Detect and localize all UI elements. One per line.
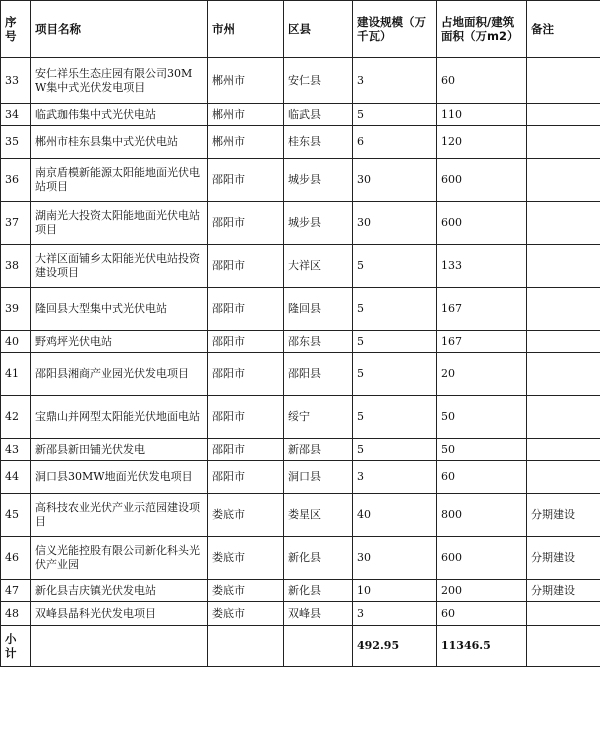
row-note: 分期建设: [527, 580, 600, 602]
row-project-name: 郴州市桂东县集中式光伏电站: [31, 126, 208, 159]
row-project-name: 大祥区面铺乡太阳能光伏电站投资建设项目: [31, 245, 208, 288]
row-city: 郴州市: [208, 58, 284, 104]
row-county: 双峰县: [284, 602, 353, 626]
table-row: [1, 353, 600, 396]
row-area: 50: [437, 396, 527, 439]
row-city: 娄底市: [208, 580, 284, 602]
row-scale: 30: [353, 202, 437, 245]
row-city: 邵阳市: [208, 439, 284, 461]
row-area: 50: [437, 439, 527, 461]
header-scale: 建设规模（万千瓦）: [353, 1, 437, 58]
row-area: 600: [437, 537, 527, 580]
row-city: 邵阳市: [208, 331, 284, 353]
row-area: 167: [437, 331, 527, 353]
header-row: [1, 1, 600, 58]
row-seq: 38: [1, 245, 31, 288]
row-county: 邵东县: [284, 331, 353, 353]
row-county: 邵阳县: [284, 353, 353, 396]
row-city: 郴州市: [208, 126, 284, 159]
subtotal-area: 11346.5: [437, 626, 527, 667]
row-scale: 3: [353, 461, 437, 494]
row-project-name: 隆回县大型集中式光伏电站: [31, 288, 208, 331]
row-city: 邵阳市: [208, 396, 284, 439]
row-scale: 5: [353, 331, 437, 353]
row-seq: 45: [1, 494, 31, 537]
header-city: 市州: [208, 1, 284, 58]
header-seq: 序号: [1, 1, 31, 58]
row-county: 娄星区: [284, 494, 353, 537]
header-note: 备注: [527, 1, 600, 58]
table-row: [1, 104, 600, 126]
subtotal-row: [1, 626, 600, 667]
row-scale: 5: [353, 288, 437, 331]
row-area: 167: [437, 288, 527, 331]
row-scale: 5: [353, 439, 437, 461]
row-note: 分期建设: [527, 494, 600, 537]
row-seq: 46: [1, 537, 31, 580]
table-row: [1, 580, 600, 602]
row-project-name: 安仁祥乐生态庄园有限公司30MW集中式光伏发电项目: [31, 58, 208, 104]
row-city: 邵阳市: [208, 461, 284, 494]
subtotal-label: 小计: [1, 626, 31, 667]
row-area: 60: [437, 58, 527, 104]
header-name: 项目名称: [31, 1, 208, 58]
row-county: 新邵县: [284, 439, 353, 461]
row-county: 临武县: [284, 104, 353, 126]
row-scale: 5: [353, 353, 437, 396]
row-note: [527, 159, 600, 202]
row-county: 桂东县: [284, 126, 353, 159]
row-scale: 3: [353, 58, 437, 104]
row-seq: 40: [1, 331, 31, 353]
row-project-name: 邵阳县湘商产业园光伏发电项目: [31, 353, 208, 396]
row-scale: 30: [353, 537, 437, 580]
table-row: [1, 288, 600, 331]
table-row: [1, 202, 600, 245]
row-city: 娄底市: [208, 602, 284, 626]
table-row: [1, 602, 600, 626]
table-row: [1, 396, 600, 439]
row-seq: 39: [1, 288, 31, 331]
row-scale: 30: [353, 159, 437, 202]
row-area: 600: [437, 159, 527, 202]
row-county: 新化县: [284, 537, 353, 580]
row-area: 200: [437, 580, 527, 602]
row-seq: 41: [1, 353, 31, 396]
table-row: [1, 331, 600, 353]
table-row: [1, 58, 600, 104]
row-area: 60: [437, 602, 527, 626]
row-seq: 48: [1, 602, 31, 626]
row-project-name: 宝鼎山并网型太阳能光伏地面电站: [31, 396, 208, 439]
row-scale: 5: [353, 245, 437, 288]
subtotal-scale: 492.95: [353, 626, 437, 667]
row-city: 邵阳市: [208, 159, 284, 202]
row-city: 娄底市: [208, 494, 284, 537]
row-note: [527, 439, 600, 461]
row-city: 邵阳市: [208, 288, 284, 331]
row-county: 城步县: [284, 202, 353, 245]
row-note: [527, 126, 600, 159]
row-area: 800: [437, 494, 527, 537]
table-row: [1, 245, 600, 288]
table-row: [1, 537, 600, 580]
table-row: [1, 126, 600, 159]
row-scale: 10: [353, 580, 437, 602]
row-note: [527, 396, 600, 439]
row-project-name: 新邵县新田铺光伏发电: [31, 439, 208, 461]
subtotal-name: [31, 626, 208, 667]
row-area: 120: [437, 126, 527, 159]
row-area: 20: [437, 353, 527, 396]
row-city: 邵阳市: [208, 353, 284, 396]
table-row: [1, 494, 600, 537]
row-project-name: 野鸡坪光伏电站: [31, 331, 208, 353]
row-scale: 5: [353, 104, 437, 126]
row-scale: 6: [353, 126, 437, 159]
row-area: 60: [437, 461, 527, 494]
header-county: 区县: [284, 1, 353, 58]
row-city: 郴州市: [208, 104, 284, 126]
row-note: [527, 202, 600, 245]
row-note: [527, 602, 600, 626]
row-county: 安仁县: [284, 58, 353, 104]
row-scale: 5: [353, 396, 437, 439]
header-area: 占地面积/建筑面积（万m2）: [437, 1, 527, 58]
row-note: [527, 331, 600, 353]
row-area: 600: [437, 202, 527, 245]
row-project-name: 高科技农业光伏产业示范园建设项目: [31, 494, 208, 537]
row-seq: 43: [1, 439, 31, 461]
row-county: 新化县: [284, 580, 353, 602]
row-county: 城步县: [284, 159, 353, 202]
row-project-name: 信义光能控股有限公司新化科头光伏产业园: [31, 537, 208, 580]
row-area: 133: [437, 245, 527, 288]
row-area: 110: [437, 104, 527, 126]
row-scale: 40: [353, 494, 437, 537]
row-city: 娄底市: [208, 537, 284, 580]
table-row: [1, 461, 600, 494]
row-project-name: 洞口县30MW地面光伏发电项目: [31, 461, 208, 494]
row-note: 分期建设: [527, 537, 600, 580]
row-note: [527, 245, 600, 288]
row-seq: 42: [1, 396, 31, 439]
row-note: [527, 288, 600, 331]
row-scale: 3: [353, 602, 437, 626]
row-county: 隆回县: [284, 288, 353, 331]
subtotal-note: [527, 626, 600, 667]
row-seq: 47: [1, 580, 31, 602]
row-seq: 37: [1, 202, 31, 245]
row-city: 邵阳市: [208, 202, 284, 245]
row-seq: 44: [1, 461, 31, 494]
row-seq: 35: [1, 126, 31, 159]
subtotal-county: [284, 626, 353, 667]
row-project-name: 湖南光大投资太阳能地面光伏电站项目: [31, 202, 208, 245]
row-seq: 33: [1, 58, 31, 104]
row-project-name: 临武珈伟集中式光伏电站: [31, 104, 208, 126]
subtotal-city: [208, 626, 284, 667]
row-note: [527, 58, 600, 104]
row-project-name: 南京盾模新能源太阳能地面光伏电站项目: [31, 159, 208, 202]
table-row: [1, 439, 600, 461]
row-note: [527, 461, 600, 494]
row-county: 大祥区: [284, 245, 353, 288]
row-seq: 34: [1, 104, 31, 126]
table-row: [1, 159, 600, 202]
row-project-name: 双峰县晶科光伏发电项目: [31, 602, 208, 626]
row-seq: 36: [1, 159, 31, 202]
row-note: [527, 353, 600, 396]
row-city: 邵阳市: [208, 245, 284, 288]
row-county: 绥宁: [284, 396, 353, 439]
row-project-name: 新化县吉庆镇光伏发电站: [31, 580, 208, 602]
row-county: 洞口县: [284, 461, 353, 494]
row-note: [527, 104, 600, 126]
